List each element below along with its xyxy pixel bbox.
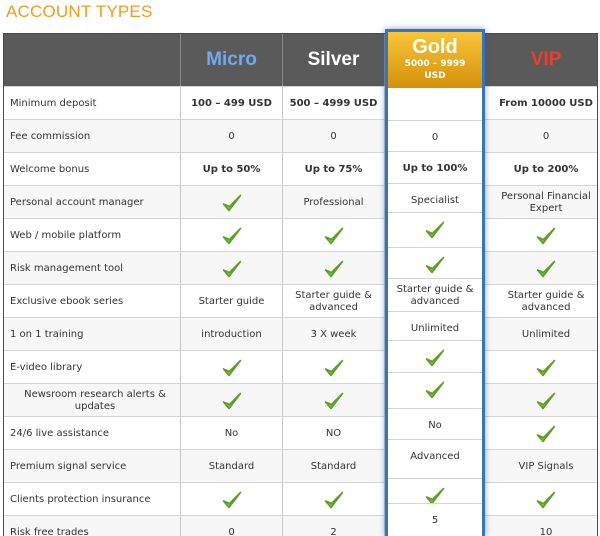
check-icon <box>536 227 556 245</box>
check-icon <box>222 491 242 509</box>
cell-vip <box>493 351 598 384</box>
cell-vip: VIP Signals <box>518 460 574 472</box>
cell-silver: Up to 75% <box>283 153 385 186</box>
row-label: Risk free trades <box>4 516 181 536</box>
row-label: Newsroom research alerts & updates <box>4 384 181 417</box>
table-row <box>4 383 598 416</box>
check-icon <box>425 221 445 239</box>
table-row <box>4 284 598 317</box>
check-icon <box>536 392 556 410</box>
check-icon <box>425 487 445 505</box>
check-icon <box>324 227 344 245</box>
table-row <box>4 119 598 152</box>
cell-vip <box>493 384 598 417</box>
cell-vip <box>493 219 598 252</box>
gold-column <box>385 29 485 536</box>
row-label: 24/6 live assistance <box>4 417 181 450</box>
cell-gold: No <box>428 419 442 431</box>
cell-gold <box>388 373 482 406</box>
check-icon <box>425 349 445 367</box>
table-header-row <box>4 34 598 86</box>
row-label: Minimum deposit <box>4 87 181 120</box>
cell-vip <box>493 252 598 285</box>
cell-gold <box>388 213 482 246</box>
table-row <box>4 317 598 350</box>
table-row <box>4 251 598 284</box>
cell-vip: 10 <box>539 526 553 536</box>
gold-name: Gold <box>412 36 458 58</box>
cell-micro: 0 <box>181 120 283 153</box>
row-label: E-video library <box>4 351 181 384</box>
table-row <box>4 449 598 482</box>
check-icon <box>222 260 242 278</box>
check-icon <box>324 491 344 509</box>
cell-gold <box>388 248 482 281</box>
header-silver: Silver <box>283 34 385 86</box>
cell-silver <box>283 252 385 285</box>
cell-vip: Up to 200% <box>513 163 579 175</box>
check-icon <box>425 256 445 274</box>
row-label: Premium signal service <box>4 450 181 483</box>
account-types-table <box>3 33 598 536</box>
cell-silver: 0 <box>283 120 385 153</box>
row-label: Personal account manager <box>4 186 181 219</box>
check-icon <box>324 359 344 377</box>
check-icon <box>536 425 556 443</box>
check-icon <box>222 227 242 245</box>
row-label: Risk management tool <box>4 252 181 285</box>
cell-micro <box>181 483 283 516</box>
cell-silver: NO <box>283 417 385 450</box>
cell-micro: 0 <box>181 516 283 536</box>
cell-gold: 5 <box>431 514 439 526</box>
cell-micro: No <box>181 417 283 450</box>
cell-gold: Unlimited <box>410 322 460 334</box>
cell-silver: Standard <box>283 450 385 483</box>
table-row <box>4 350 598 383</box>
row-label: Welcome bonus <box>4 153 181 186</box>
header-micro: Micro <box>181 34 283 86</box>
table-row <box>4 515 598 536</box>
cell-micro <box>181 186 283 219</box>
check-icon <box>324 392 344 410</box>
cell-micro <box>181 384 283 417</box>
table-row <box>4 185 598 218</box>
check-icon <box>222 392 242 410</box>
cell-silver <box>283 384 385 417</box>
cell-gold <box>388 341 482 374</box>
cell-micro: 100 – 499 USD <box>181 87 283 120</box>
table-row <box>4 416 598 449</box>
cell-gold <box>388 88 482 121</box>
table-row <box>4 86 598 119</box>
row-label: Exclusive ebook series <box>4 285 181 318</box>
cell-gold: Up to 100% <box>402 162 468 174</box>
check-icon <box>222 359 242 377</box>
header-empty-cell <box>4 34 181 86</box>
check-icon <box>222 194 242 212</box>
cell-silver <box>283 219 385 252</box>
cell-vip: Personal Financial Expert <box>501 190 591 214</box>
page-title: ACCOUNT TYPES <box>6 2 153 21</box>
cell-micro <box>181 252 283 285</box>
cell-silver <box>283 351 385 384</box>
gold-currency: USD <box>424 71 446 81</box>
check-icon <box>536 260 556 278</box>
cell-micro: Standard <box>181 450 283 483</box>
cell-gold: Advanced <box>410 450 460 462</box>
cell-silver: Professional <box>283 186 385 219</box>
check-icon <box>324 260 344 278</box>
cell-micro: Up to 50% <box>181 153 283 186</box>
cell-silver: 2 <box>283 516 385 536</box>
table-row <box>4 482 598 515</box>
cell-gold: 0 <box>431 131 439 143</box>
cell-vip <box>493 483 598 516</box>
header-vip: VIP <box>530 49 562 70</box>
row-label: Web / mobile platform <box>4 219 181 252</box>
cell-vip: Starter guide & advanced <box>507 289 585 313</box>
check-icon <box>425 381 445 399</box>
cell-micro <box>181 219 283 252</box>
cell-vip <box>493 417 598 450</box>
check-icon <box>536 359 556 377</box>
header-gold <box>388 32 482 88</box>
cell-vip: 0 <box>542 130 550 142</box>
cell-gold: Starter guide & advanced <box>396 283 474 307</box>
cell-silver <box>283 483 385 516</box>
row-label: 1 on 1 training <box>4 318 181 351</box>
cell-micro <box>181 351 283 384</box>
table-row <box>4 152 598 185</box>
row-label: Fee commission <box>4 120 181 153</box>
cell-silver: 500 – 4999 USD <box>283 87 385 120</box>
row-label: Clients protection insurance <box>4 483 181 516</box>
table-row <box>4 218 598 251</box>
cell-gold: Specialist <box>411 194 459 206</box>
gold-range: 5000 – 9999 <box>404 59 466 69</box>
cell-micro: introduction <box>181 318 283 351</box>
cell-vip: From 10000 USD <box>499 97 593 109</box>
cell-silver: 3 X week <box>283 318 385 351</box>
cell-vip: Unlimited <box>521 328 571 340</box>
cell-silver: Starter guide & advanced <box>283 285 385 318</box>
check-icon <box>536 491 556 509</box>
cell-micro: Starter guide <box>181 285 283 318</box>
